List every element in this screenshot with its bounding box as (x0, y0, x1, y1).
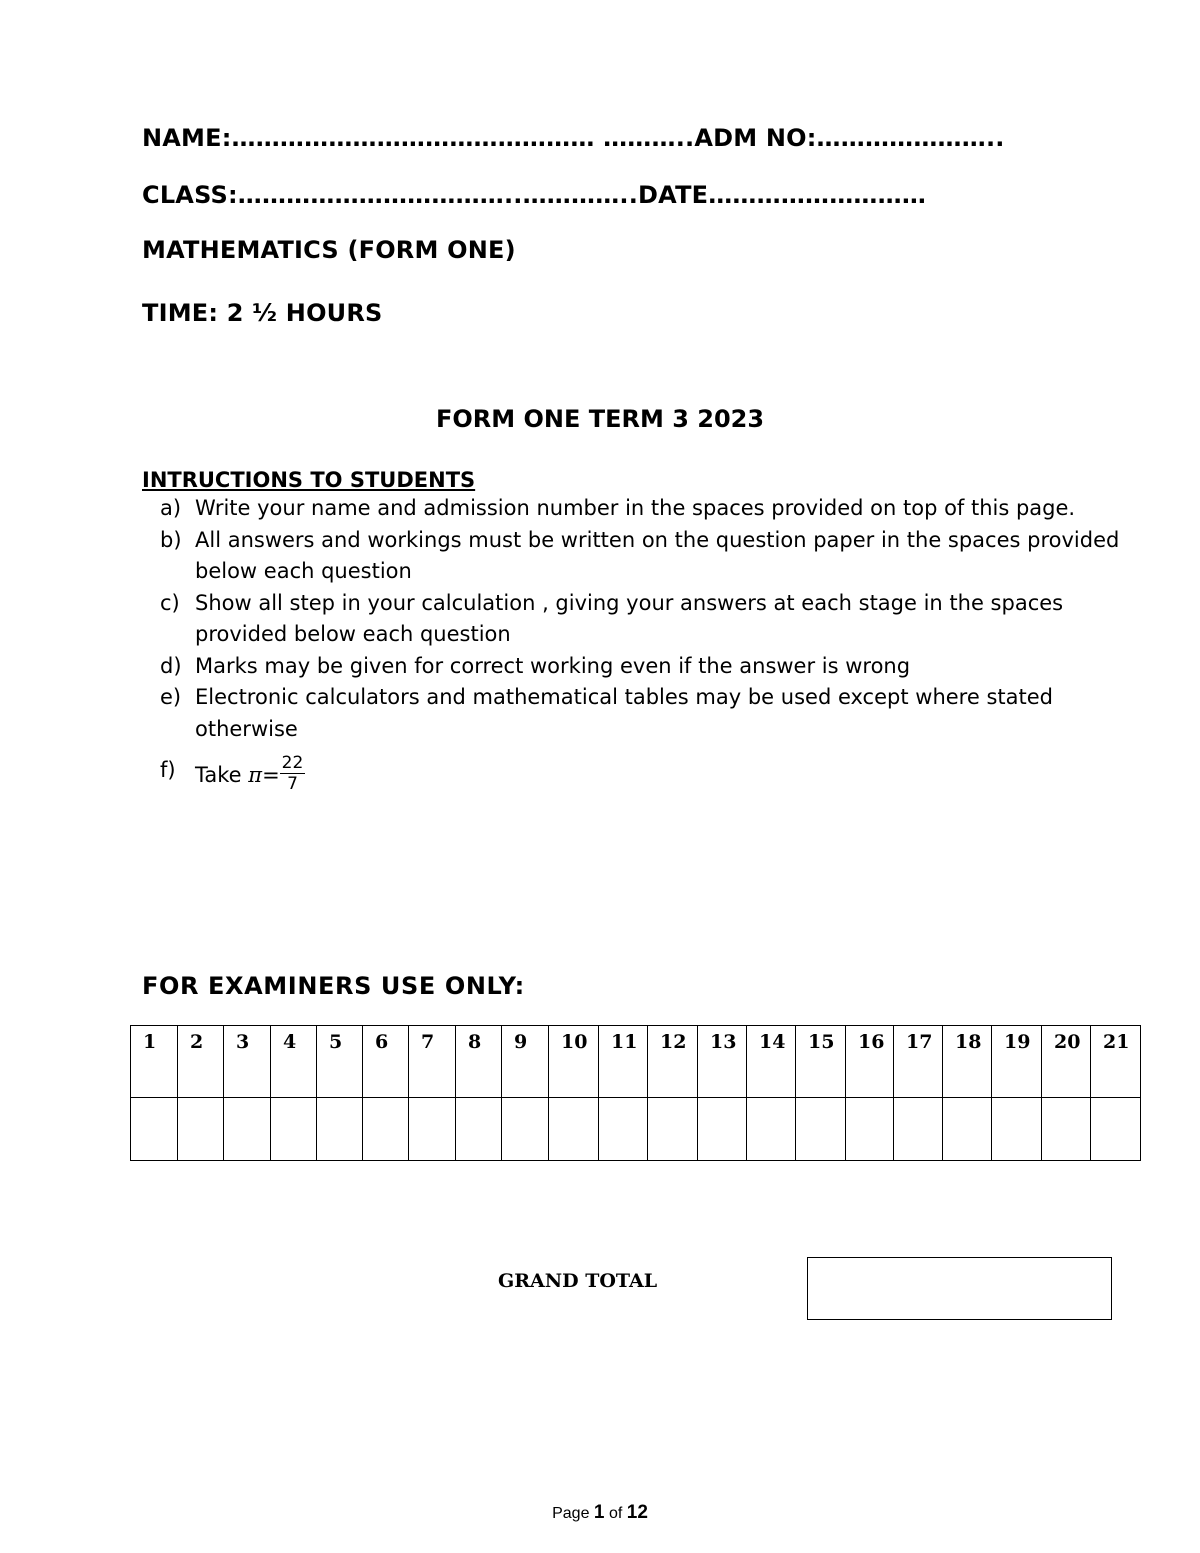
grand-total-label: GRAND TOTAL (498, 1270, 658, 1292)
pi-fraction (280, 753, 306, 794)
score-cell[interactable] (409, 1098, 456, 1161)
question-number-cell: 20 (1042, 1026, 1091, 1098)
instruction-label: e) (160, 685, 182, 709)
fraction-denominator: 7 (287, 774, 298, 794)
question-number-cell: 5 (317, 1026, 363, 1098)
question-number-cell: 14 (747, 1026, 796, 1098)
score-cell[interactable] (894, 1098, 943, 1161)
instruction-item (142, 588, 1132, 651)
instruction-label: c) (160, 590, 180, 615)
question-number-cell: 17 (894, 1026, 943, 1098)
score-cell[interactable] (599, 1098, 648, 1161)
question-number-cell: 18 (943, 1026, 992, 1098)
score-cell[interactable] (698, 1098, 747, 1161)
score-cell[interactable] (747, 1098, 796, 1161)
instruction-text: Marks may be given for correct working even if the answer is wrong (195, 653, 911, 678)
equals-sign: = (262, 762, 280, 787)
instruction-label: f) (160, 758, 176, 782)
page-footer (0, 1502, 1200, 1524)
score-row (131, 1098, 1141, 1161)
instruction-text: Show all step in your calculation , giving your answers at each stage in the spaces provided below each question (195, 590, 1064, 646)
pi-symbol: π (248, 762, 263, 787)
score-cell[interactable] (131, 1098, 178, 1161)
instruction-label: a) (160, 496, 182, 520)
score-cell[interactable] (1091, 1098, 1141, 1161)
instruction-item-pi (142, 745, 1132, 797)
class-date-line: CLASS:……………………………..…………..DATE……………………… (142, 181, 927, 209)
question-number-cell: 21 (1091, 1026, 1141, 1098)
question-number-cell: 13 (698, 1026, 747, 1098)
marks-table (130, 1025, 1141, 1161)
question-number-cell: 16 (846, 1026, 894, 1098)
score-cell[interactable] (456, 1098, 502, 1161)
question-number-cell: 9 (502, 1026, 549, 1098)
examiners-heading: FOR EXAMINERS USE ONLY: (142, 972, 525, 1000)
of-word: of (608, 1505, 623, 1522)
score-cell[interactable] (796, 1098, 846, 1161)
question-number-cell: 7 (409, 1026, 456, 1098)
score-cell[interactable] (648, 1098, 698, 1161)
exam-title: FORM ONE TERM 3 2023 (435, 405, 765, 433)
question-number-cell: 11 (599, 1026, 648, 1098)
score-cell[interactable] (363, 1098, 409, 1161)
instruction-label: b) (160, 527, 182, 552)
question-number-cell: 8 (456, 1026, 502, 1098)
question-number-cell: 10 (549, 1026, 599, 1098)
instructions-heading: INTRUCTIONS TO STUDENTS (142, 468, 476, 492)
question-number-cell: 19 (992, 1026, 1042, 1098)
instruction-text: Write your name and admission number in the spaces provided on top of this page. (195, 496, 1076, 520)
score-cell[interactable] (224, 1098, 271, 1161)
question-number-cell: 6 (363, 1026, 409, 1098)
instruction-item (142, 651, 1132, 683)
question-number-row (131, 1026, 1141, 1098)
score-cell[interactable] (846, 1098, 894, 1161)
score-cell[interactable] (317, 1098, 363, 1161)
name-adm-line: NAME:……………………………………… ………..ADM NO:………………….. (142, 124, 1005, 152)
instruction-text: Take (195, 762, 242, 787)
score-cell[interactable] (502, 1098, 549, 1161)
grand-total-box[interactable] (807, 1257, 1112, 1320)
question-number-cell: 3 (224, 1026, 271, 1098)
score-cell[interactable] (943, 1098, 992, 1161)
instruction-text: Electronic calculators and mathematical tables may be used except where stated otherwise (195, 685, 1053, 741)
instruction-item (142, 682, 1132, 745)
question-number-cell: 4 (271, 1026, 317, 1098)
current-page-number: 1 (593, 1502, 605, 1523)
total-pages-number: 12 (626, 1502, 648, 1523)
instruction-item (142, 525, 1132, 588)
instruction-label: d) (160, 653, 182, 678)
instructions-list (142, 493, 1132, 797)
question-number-cell: 2 (178, 1026, 224, 1098)
question-number-cell: 1 (131, 1026, 178, 1098)
question-number-cell: 15 (796, 1026, 846, 1098)
fraction-numerator: 22 (281, 753, 304, 773)
score-cell[interactable] (549, 1098, 599, 1161)
subject-title: MATHEMATICS (FORM ONE) (142, 236, 516, 264)
score-cell[interactable] (1042, 1098, 1091, 1161)
score-cell[interactable] (271, 1098, 317, 1161)
score-cell[interactable] (992, 1098, 1042, 1161)
instruction-text: All answers and workings must be written on the question paper in the spaces provided below each question (195, 527, 1120, 583)
question-number-cell: 12 (648, 1026, 698, 1098)
time-allowed: TIME: 2 ½ HOURS (142, 299, 383, 327)
page-word: Page (552, 1505, 590, 1522)
instruction-item (142, 493, 1132, 525)
score-cell[interactable] (178, 1098, 224, 1161)
